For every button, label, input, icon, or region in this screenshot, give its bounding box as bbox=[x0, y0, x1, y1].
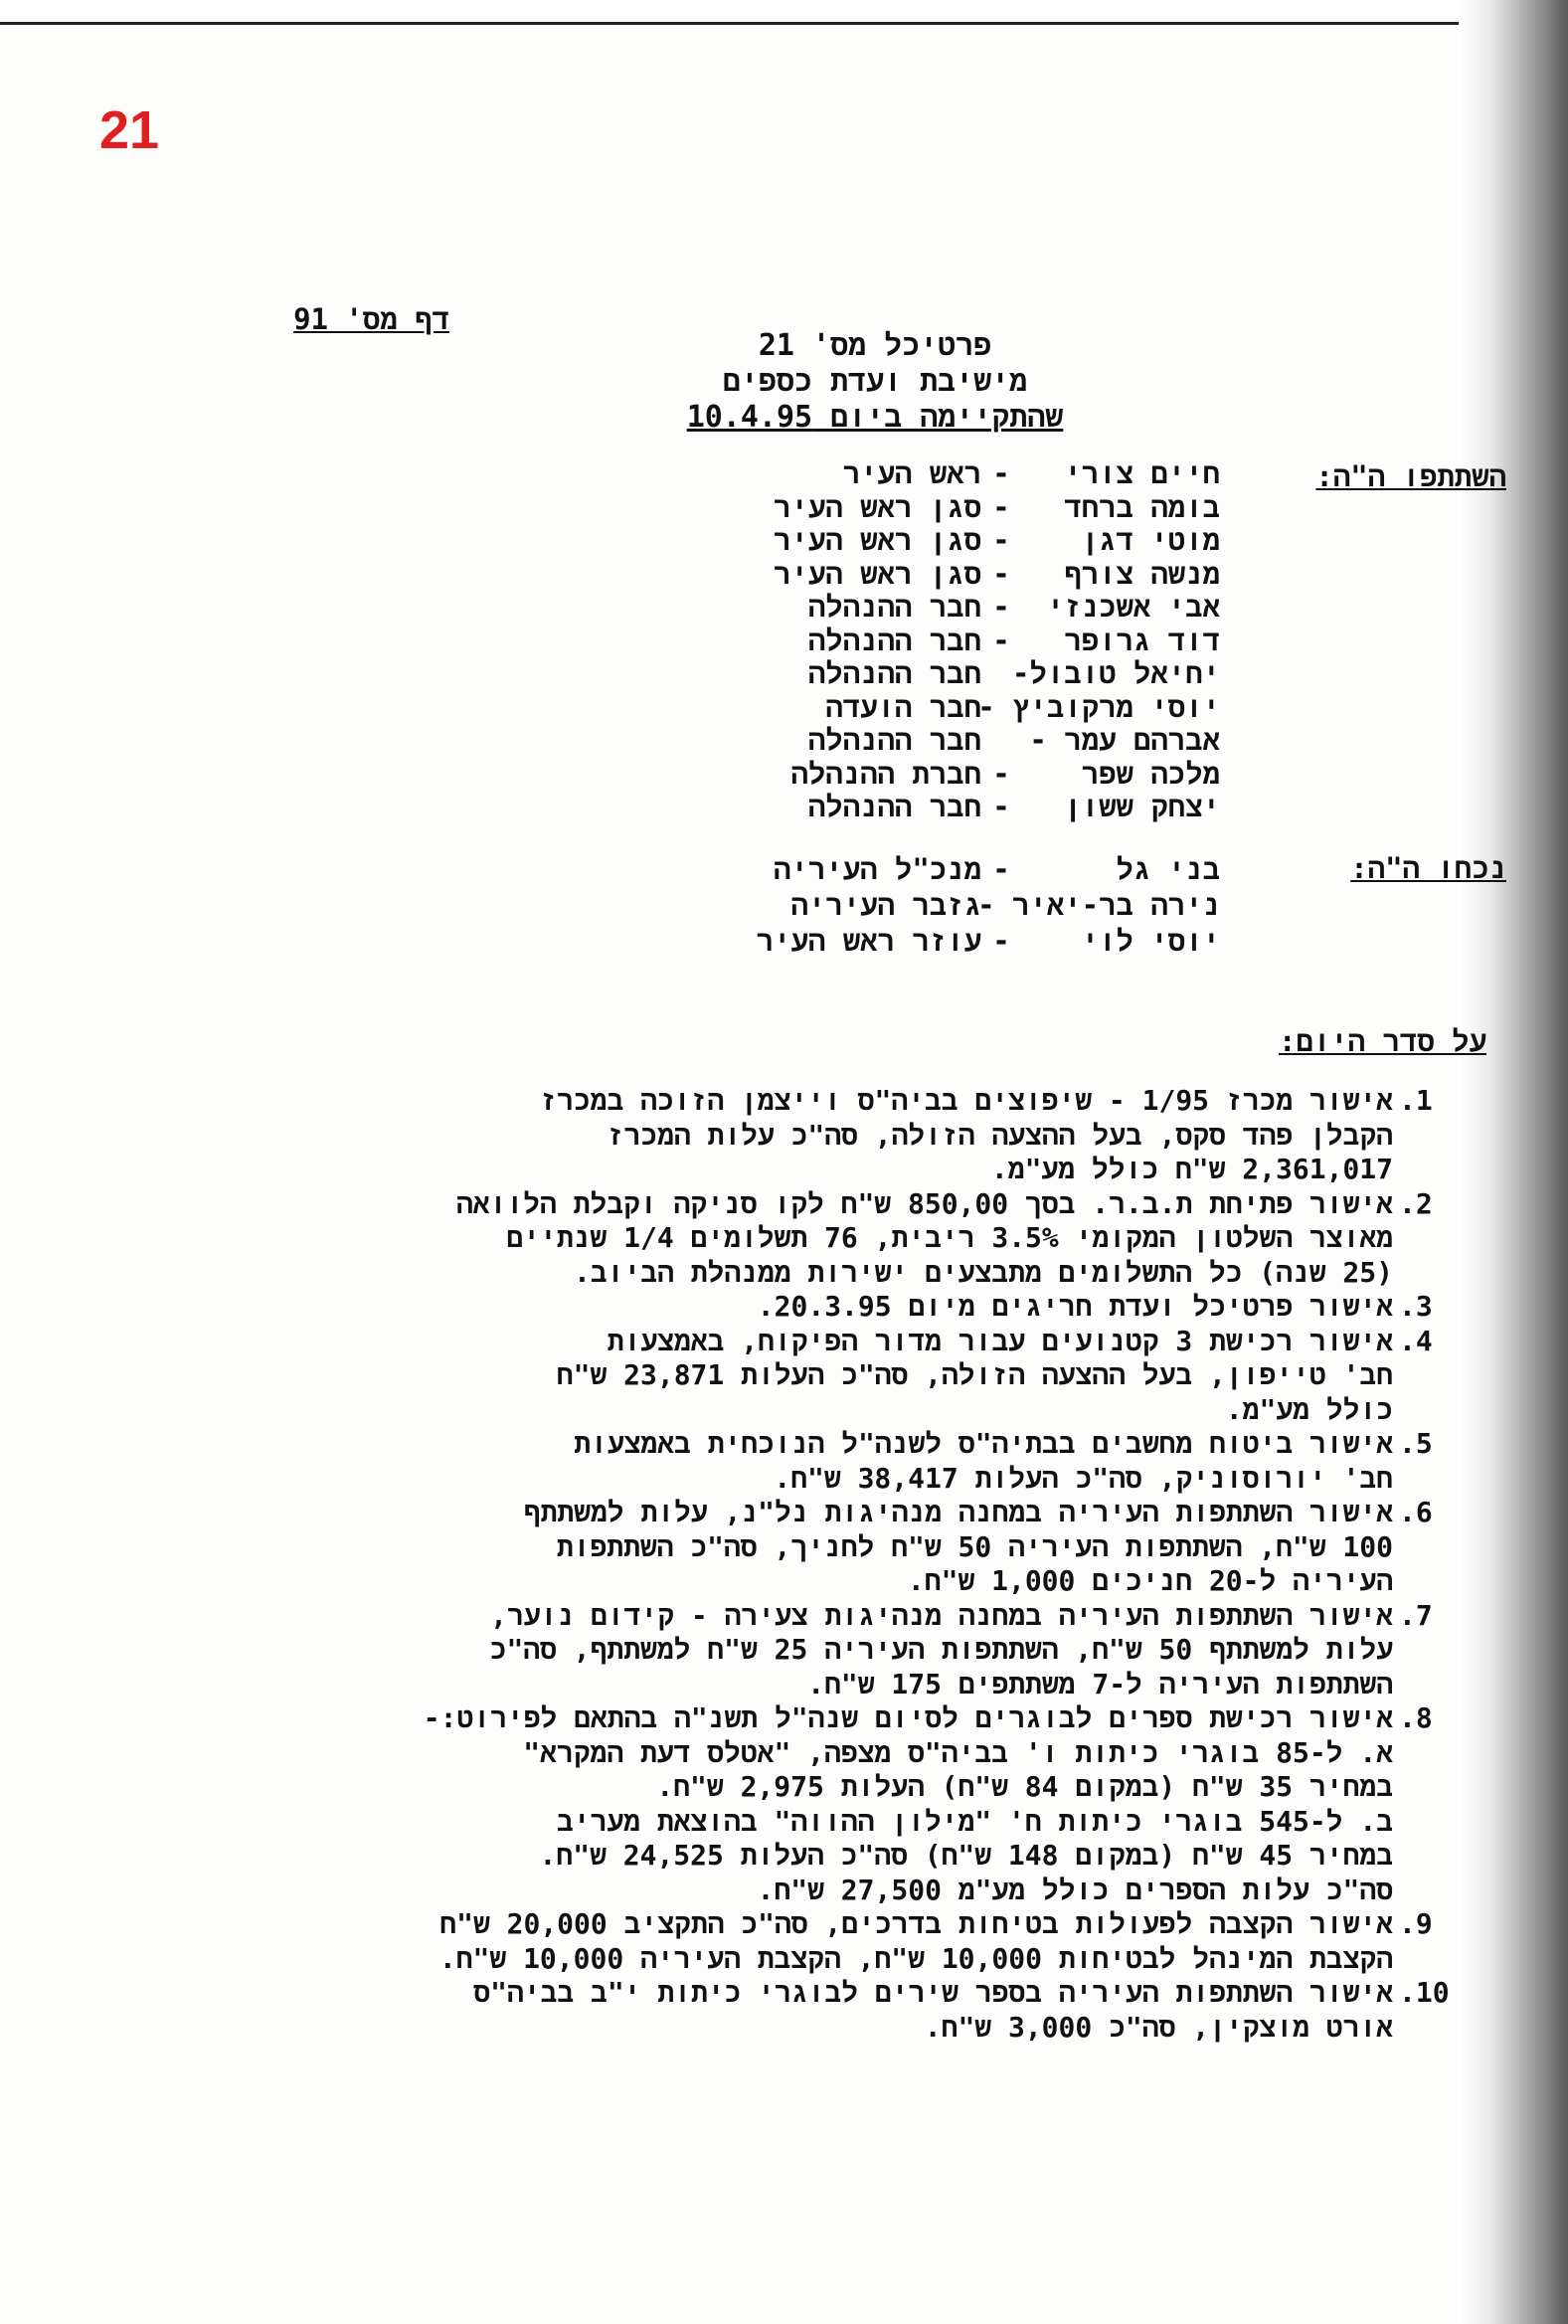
person-role: סגן ראש העיר bbox=[774, 556, 981, 591]
agenda-line: סה"כ עלות הספרים כולל מע"מ 27,500 ש"ח. bbox=[757, 1873, 1393, 1906]
participant-row bbox=[774, 524, 1220, 558]
separator: - bbox=[992, 556, 1010, 591]
agenda-line: מאוצר השלטון המקומי 3.5% ריבית, 76 תשלומים 1/4 שנתיים bbox=[506, 1221, 1393, 1254]
agenda-line: ב. ל-545 בוגרי כיתות ח' "מילון ההווה" בהוצאת מעריב bbox=[556, 1804, 1393, 1838]
agenda-item-text bbox=[557, 1325, 1393, 1428]
agenda-item-number: .6 bbox=[1399, 1496, 1433, 1528]
top-border bbox=[0, 0, 1521, 25]
person-role: חבר הועדה bbox=[825, 689, 981, 724]
sheet-number: דף מס' 91 bbox=[293, 302, 449, 336]
agenda-line: הקבלן פהד סקס, בעל ההצעה הזולה, סה"כ עלות המכרז bbox=[607, 1118, 1393, 1152]
agenda-item-number: .1 bbox=[1399, 1084, 1433, 1117]
agenda-item-text bbox=[540, 1084, 1393, 1187]
agenda-item-number: .9 bbox=[1399, 1907, 1433, 1940]
participant-row bbox=[774, 625, 1220, 658]
agenda-line: השתתפות העיריה ל-7 משתתפים 175 ש"ח. bbox=[807, 1667, 1393, 1700]
participant-row bbox=[774, 591, 1220, 625]
person-name: יוסי לוי bbox=[1081, 924, 1220, 958]
agenda-item-number: .2 bbox=[1399, 1186, 1433, 1220]
agenda-item bbox=[186, 1701, 1479, 1907]
person-name: אבי אשכנזי bbox=[1046, 590, 1220, 624]
separator: - bbox=[992, 623, 1010, 657]
agenda-line: חב' יורוסוניק, סה"כ העלות 38,417 ש"ח. bbox=[774, 1461, 1393, 1495]
title-block bbox=[577, 328, 1173, 436]
person-name: בומה ברחד bbox=[1064, 489, 1220, 524]
present-row bbox=[757, 887, 1220, 923]
participants-list bbox=[774, 457, 1220, 824]
separator: - bbox=[992, 756, 1010, 791]
participants-label: השתתפו ה"ה: bbox=[1315, 459, 1506, 493]
agenda-line: הקצבת המינהל לבטיחות 10,000 ש"ח, הקצבת העיריה 10,000 ש"ח. bbox=[438, 1941, 1393, 1975]
agenda-item-text bbox=[524, 1496, 1393, 1599]
meeting-date: שהתקיימה ביום 10.4.95 bbox=[686, 400, 1064, 435]
participant-row bbox=[774, 558, 1220, 592]
person-name: מלכה שפר bbox=[1081, 756, 1220, 791]
person-role: גזבר העיריה bbox=[790, 888, 981, 922]
separator: - bbox=[992, 456, 1010, 490]
participant-row bbox=[774, 791, 1220, 824]
agenda-item-text bbox=[574, 1427, 1393, 1496]
agenda-item-text bbox=[456, 1187, 1393, 1291]
protocol-title: פרטיכל מס' 21 bbox=[758, 328, 992, 363]
agenda-line: העיריה ל-20 חניכים 1,000 ש"ח. bbox=[907, 1564, 1393, 1597]
agenda-item-text bbox=[424, 1701, 1393, 1907]
separator: - bbox=[992, 489, 1010, 524]
agenda-item-number: .3 bbox=[1399, 1290, 1433, 1323]
agenda-line: אישור השתתפות העיריה בספר שירים לבוגרי כיתות י"ב בביה"ס bbox=[473, 1976, 1393, 2009]
agenda-line: אישור ביטוח מחשבים בבתיה"ס לשנה"ל הנוכחית באמצעות bbox=[574, 1427, 1393, 1460]
participant-row bbox=[774, 724, 1220, 758]
present-row bbox=[757, 923, 1220, 959]
present-list bbox=[757, 851, 1220, 959]
agenda-line: א. ל-85 בוגרי כיתות ו' בביה"ס מצפה, "אטלס דעת המקרא" bbox=[523, 1735, 1393, 1769]
agenda-line: אורט מוצקין, סה"כ 3,000 ש"ח. bbox=[924, 2010, 1393, 2044]
separator: - bbox=[992, 590, 1010, 624]
separator: - bbox=[992, 790, 1010, 823]
agenda-line: 2,361,017 ש"ח כולל מע"מ. bbox=[990, 1153, 1393, 1185]
agenda-line: אישור מכרז 1/95 - שיפוצים בביה"ס וייצמן הזוכה במכרז bbox=[540, 1084, 1393, 1117]
separator: - bbox=[992, 924, 1010, 958]
agenda-line: (25 שנה) כל התשלומים מתבצעים ישירות ממנהלת הביוב. bbox=[574, 1255, 1393, 1289]
person-role: מנכ"ל העיריה bbox=[774, 852, 981, 886]
agenda-line: אישור השתתפות העיריה במחנה מנהיגות צעירה - קידום נוער, bbox=[490, 1598, 1393, 1632]
person-name: יוסי מרקוביץ - bbox=[977, 689, 1220, 724]
agenda-item bbox=[186, 1976, 1479, 2045]
person-name: מנשה צורף bbox=[1064, 556, 1220, 591]
agenda-line: 100 ש"ח, השתתפות העיריה 50 ש"ח לחניך, סה"כ השתתפות bbox=[556, 1529, 1393, 1563]
agenda-item-number: .8 bbox=[1399, 1701, 1433, 1734]
present-label: נכחו ה"ה: bbox=[1350, 851, 1506, 885]
agenda-line: במחיר 45 ש"ח (במקום 148 ש"ח) סה"כ העלות 24,525 ש"ח. bbox=[539, 1839, 1393, 1872]
separator bbox=[981, 724, 1021, 758]
agenda-line: אישור רכישת 3 קטנועים עבור מדור הפיקוח, באמצעות bbox=[607, 1324, 1393, 1357]
person-name: אברהם עמר - bbox=[1029, 723, 1220, 757]
agenda-line: אישור פתיחת ת.ב.ר. בסך 850,00 ש"ח לקו סניקה וקבלת הלוואה bbox=[455, 1186, 1393, 1220]
person-name: בני גל bbox=[1116, 852, 1220, 886]
person-name: יצחק ששון bbox=[1064, 790, 1220, 823]
participant-row bbox=[774, 457, 1220, 491]
person-role: סגן ראש העיר bbox=[774, 523, 981, 557]
agenda-line: כולל מע"מ. bbox=[1225, 1392, 1393, 1426]
agenda-item bbox=[186, 1907, 1479, 1976]
person-role: חבר ההנהלה bbox=[807, 790, 981, 823]
participant-row bbox=[774, 657, 1220, 691]
agenda-item bbox=[186, 1084, 1479, 1187]
committee-title: מישיבת ועדת כספים bbox=[722, 364, 1028, 399]
agenda-item-number: .4 bbox=[1399, 1324, 1433, 1357]
agenda-item bbox=[186, 1325, 1479, 1428]
agenda-item-text bbox=[473, 1976, 1393, 2045]
agenda-line: אישור השתתפות העיריה במחנה מנהיגות נל"נ, עלות למשתתף bbox=[523, 1496, 1393, 1528]
agenda-item bbox=[186, 1599, 1479, 1702]
person-role: סגן ראש העיר bbox=[774, 489, 981, 524]
agenda-line: אישור הקצבה לפעולות בטיחות בדרכים, סה"כ התקציב 20,000 ש"ח bbox=[439, 1907, 1393, 1940]
person-role: חבר ההנהלה bbox=[807, 723, 981, 757]
agenda-item bbox=[186, 1290, 1479, 1325]
participant-row bbox=[774, 691, 1220, 725]
agenda-line: אישור רכישת ספרים לבוגרים לסיום שנה"ל תשנ"ה בהתאם לפירוט:- bbox=[423, 1701, 1393, 1734]
agenda-item-text bbox=[490, 1599, 1393, 1702]
agenda-item-number: .7 bbox=[1399, 1598, 1433, 1632]
agenda-line: עלות למשתתף 50 ש"ח, השתתפות העיריה 25 ש"ח למשתתף, סה"כ bbox=[489, 1633, 1393, 1666]
person-role: חבר ההנהלה bbox=[807, 623, 981, 657]
agenda-item-number: .10 bbox=[1399, 1976, 1450, 2009]
person-role: חבר ההנהלה bbox=[807, 590, 981, 624]
participant-row bbox=[774, 491, 1220, 525]
page-number: 21 bbox=[99, 100, 160, 160]
person-role: ראש העיר bbox=[842, 456, 981, 490]
person-name: דוד גרופר bbox=[1064, 623, 1220, 657]
agenda-item-number: .5 bbox=[1399, 1427, 1433, 1460]
agenda-list bbox=[186, 1084, 1479, 2045]
agenda-label: על סדר היום: bbox=[1278, 1024, 1486, 1058]
agenda-item-text bbox=[439, 1907, 1393, 1976]
person-name: חיים צורי bbox=[1064, 456, 1220, 490]
agenda-line: חב' טייפון, בעל ההצעה הזולה, סה"כ העלות 23,871 ש"ח bbox=[556, 1358, 1393, 1391]
person-name: מוטי דגן bbox=[1081, 523, 1220, 557]
agenda-line: אישור פרטיכל ועדת חריגים מיום 20.3.95. bbox=[757, 1290, 1393, 1323]
person-role: עוזר ראש העיר bbox=[756, 924, 981, 958]
agenda-item-text bbox=[758, 1290, 1393, 1325]
agenda-item bbox=[186, 1187, 1479, 1291]
participant-row bbox=[774, 758, 1220, 792]
person-name: יחיאל טובול- bbox=[1012, 656, 1220, 690]
agenda-item bbox=[186, 1496, 1479, 1599]
agenda-line: במחיר 35 ש"ח (במקום 84 ש"ח) העלות 2,975 ש"ח. bbox=[656, 1770, 1393, 1803]
present-row bbox=[757, 851, 1220, 887]
person-role: חברת ההנהלה bbox=[790, 756, 981, 791]
person-role: חבר ההנהלה bbox=[807, 656, 981, 690]
person-name: נירה בר-יאיר - bbox=[977, 888, 1220, 922]
agenda-item bbox=[186, 1427, 1479, 1496]
separator: - bbox=[992, 852, 1010, 886]
separator: - bbox=[992, 523, 1010, 557]
